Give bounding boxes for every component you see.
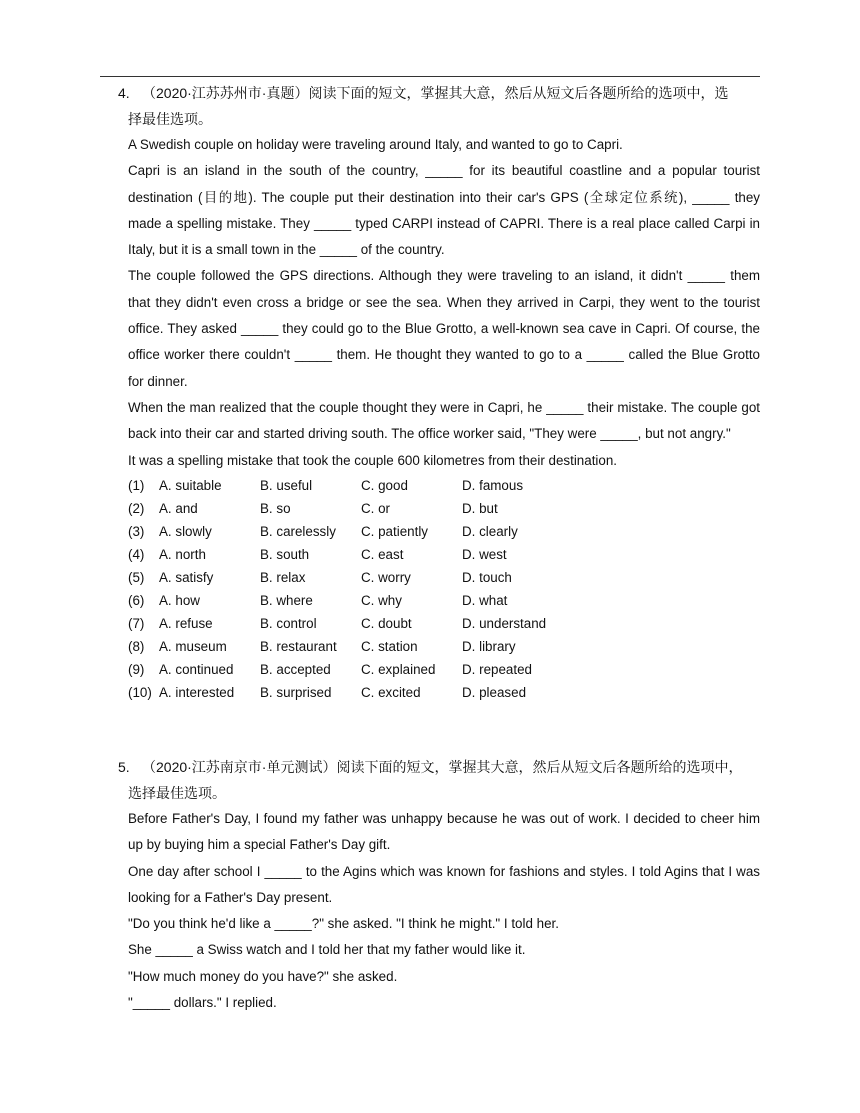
option-a: A. slowly xyxy=(159,523,212,539)
question-4 xyxy=(118,80,760,704)
option-b: B. accepted xyxy=(260,661,331,677)
option-number: (7) xyxy=(128,615,145,631)
option-c: C. doubt xyxy=(361,615,412,631)
option-b: B. where xyxy=(260,592,313,608)
option-a: A. interested xyxy=(159,684,235,700)
option-c: C. station xyxy=(361,638,418,654)
option-number: (6) xyxy=(128,592,145,608)
option-a: A. continued xyxy=(159,661,234,677)
option-a: A. refuse xyxy=(159,615,213,631)
question-instruction: 阅读下面的短文，掌握其大意，然后从短文后各题所给的选项中，选 xyxy=(308,85,729,101)
option-row xyxy=(128,635,760,658)
option-row xyxy=(128,520,760,543)
option-row xyxy=(128,589,760,612)
question-instruction-continued: 选择最佳选项。 xyxy=(128,785,226,801)
option-b: B. surprised xyxy=(260,684,332,700)
option-b: B. south xyxy=(260,546,310,562)
option-number: (1) xyxy=(128,477,145,493)
question-5 xyxy=(118,754,760,1016)
passage-paragraph: Capri is an island in the south of the country, _____ for its beautiful coastline and a popular tourist destination (目的地). The couple put their destination into their car's GPS (全球定位系统), _____ they made a spelling mistake. They _____ typed CARPI instead of CAPRI. There is a real place called Carpi in Italy, but it is a small town in the _____ of the country. xyxy=(128,163,760,258)
option-number: (5) xyxy=(128,569,145,585)
option-c: C. excited xyxy=(361,684,421,700)
option-d: D. repeated xyxy=(462,661,532,677)
option-d: D. clearly xyxy=(462,523,518,539)
passage-paragraph: It was a spelling mistake that took the couple 600 kilometres from their destination. xyxy=(128,452,618,468)
option-d: D. famous xyxy=(462,477,524,493)
option-a: A. satisfy xyxy=(159,569,214,585)
option-row xyxy=(128,681,760,704)
option-row xyxy=(128,612,760,635)
option-d: D. west xyxy=(462,546,507,562)
question-instruction: 阅读下面的短文，掌握其大意，然后从短文后各题所给的选项中， xyxy=(336,759,743,775)
passage-paragraph: "_____ dollars." I replied. xyxy=(128,995,277,1011)
option-b: B. restaurant xyxy=(260,638,337,654)
option-number: (9) xyxy=(128,661,145,677)
header-rule xyxy=(100,76,760,77)
option-number: (3) xyxy=(128,523,145,539)
passage-paragraph: A Swedish couple on holiday were traveling around Italy, and wanted to go to Capri. xyxy=(128,137,623,152)
option-b: B. control xyxy=(260,615,317,631)
question-5-header xyxy=(118,754,760,806)
option-number: (2) xyxy=(128,500,145,516)
option-row xyxy=(128,566,760,589)
question-4-header xyxy=(118,80,760,132)
option-b: B. useful xyxy=(260,477,313,493)
question-instruction-continued: 择最佳选项。 xyxy=(128,111,212,127)
passage-paragraph: "Do you think he'd like a _____?" she asked. "I think he might." I told her. xyxy=(128,916,559,932)
option-a: A. museum xyxy=(159,638,227,654)
option-b: B. so xyxy=(260,500,291,516)
option-c: C. patiently xyxy=(361,523,428,539)
option-d: D. what xyxy=(462,592,508,608)
option-number: (4) xyxy=(128,546,145,562)
passage-paragraph: The couple followed the GPS directions. Although they were traveling to an island, it didn't _____ them that they didn't even cross a bridge or see the sea. When they arrived in Carpi, they went to the tourist office. They asked _____ they could go to the Blue Grotto, a well-known sea cave in Capri. Of course, the office worker there couldn't _____ them. He thought they wanted to go to a _____ called the Blue Grotto for dinner. xyxy=(128,268,760,389)
option-c: C. good xyxy=(361,477,408,493)
option-d: D. library xyxy=(462,638,516,654)
option-row xyxy=(128,543,760,566)
option-number: (10) xyxy=(128,684,152,700)
option-d: D. but xyxy=(462,500,498,516)
option-a: A. how xyxy=(159,592,200,608)
passage-paragraph: When the man realized that the couple thought they were in Capri, he _____ their mistake. The couple got back into their car and started driving south. The office worker said, "They were _____, but not angry." xyxy=(128,399,760,442)
question-source: （2020·江苏南京市·单元测试） xyxy=(142,759,337,775)
passage-paragraph: She _____ a Swiss watch and I told her that my father would like it. xyxy=(128,942,526,958)
option-row xyxy=(128,474,760,497)
option-number: (8) xyxy=(128,638,145,654)
option-b: B. carelessly xyxy=(260,523,336,539)
option-row xyxy=(128,658,760,681)
options-table xyxy=(128,474,760,704)
option-c: C. why xyxy=(361,592,402,608)
option-c: C. or xyxy=(361,500,391,516)
option-row xyxy=(128,497,760,520)
option-d: D. touch xyxy=(462,569,512,585)
passage-paragraph: One day after school I _____ to the Agins which was known for fashions and styles. I told Agins that I was looking for a Father's Day present. xyxy=(128,863,760,905)
option-d: D. understand xyxy=(462,615,547,631)
question-number: 4. xyxy=(118,85,130,101)
option-d: D. pleased xyxy=(462,684,527,700)
question-source: （2020·江苏苏州市·真题） xyxy=(142,85,309,101)
passage-paragraph: Before Father's Day, I found my father was unhappy because he was out of work. I decided to cheer him up by buying him a special Father's Day gift. xyxy=(128,811,760,853)
passage-paragraph: "How much money do you have?" she asked. xyxy=(128,968,398,984)
option-c: C. explained xyxy=(361,661,436,677)
question-number: 5. xyxy=(118,759,130,775)
option-c: C. east xyxy=(361,546,404,562)
option-b: B. relax xyxy=(260,569,306,585)
option-a: A. suitable xyxy=(159,477,222,493)
option-c: C. worry xyxy=(361,569,411,585)
option-a: A. and xyxy=(159,500,198,516)
option-a: A. north xyxy=(159,546,206,562)
